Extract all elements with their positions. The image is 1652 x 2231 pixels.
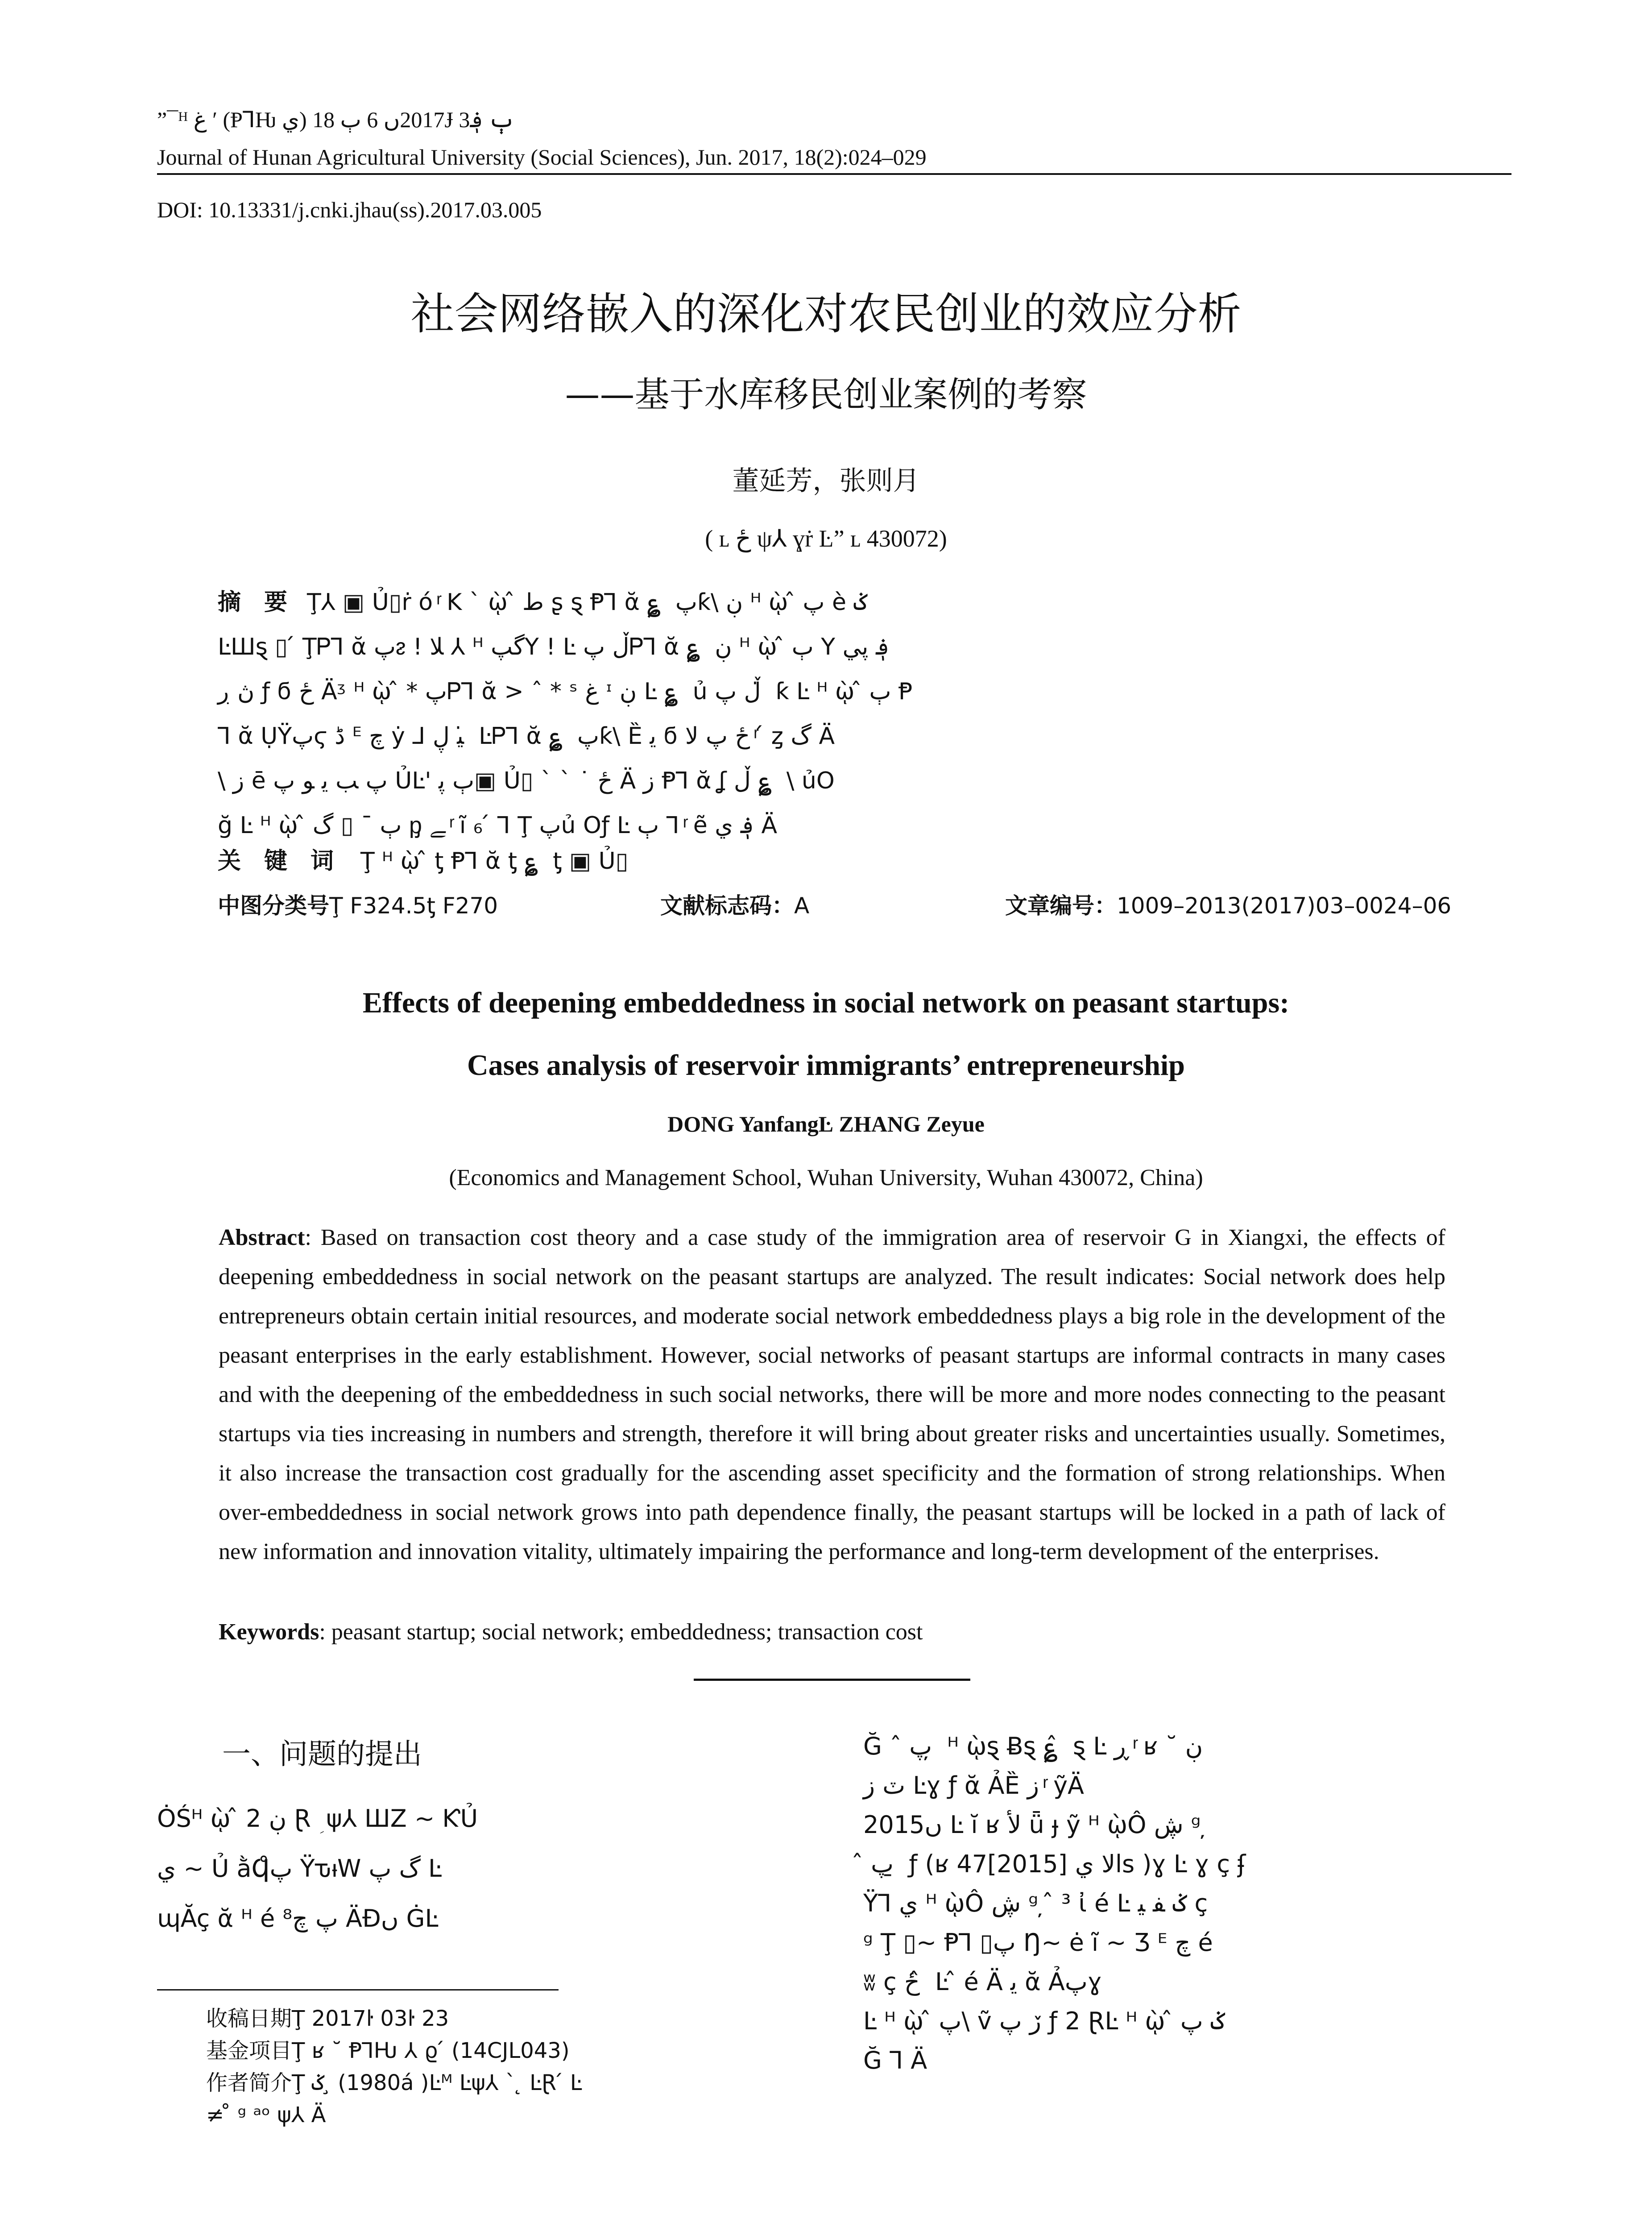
abstract-cn-line: ڽ ڔ ƒ ϭ ځ Äᶾ ᴴ ῲ ̂ * پᏢ⅂ ᾰ > ˆ * ˢ غ ᶦ ڹ Ŀ ؏ ̧ ủ ڵ پ ̇ ƙ Ŀ ᴴ ῲ ̂ ٻ Ᵽ <box>218 678 913 705</box>
article-no-group <box>1005 883 1451 928</box>
affiliation-cn: ( ʟ ځ ψ⅄ ɣṙ Ŀ” ʟ 430072) <box>705 525 947 552</box>
footnote-fund: 基金项目Ţ ʁ ˘ Ᵽ⅂Ƕ ⅄ ϱ ́ (14CJL043) <box>206 2038 570 2063</box>
doi: DOI: 10.13331/j.cnki.jhau(ss).2017.03.005 <box>157 197 542 222</box>
keywords-cn <box>218 839 1449 883</box>
body-line: Ÿ⅂ ي ᴴ ῲÔ ڜ ᵍ ̦ ̂ ³ ἰ é Ŀ ݢ ﻔ ﯿ ç <box>863 1889 1208 1917</box>
abstract-en <box>219 1218 1445 1572</box>
clc-label: 中图分类号 <box>218 893 329 919</box>
footnotes <box>206 2003 822 2131</box>
body-line: ʬ ç ځ ̂ Ŀ ̂ é Ä ﯾ ᾰ Ảپɣ <box>863 1968 1102 1996</box>
section-1-title: 一、问题的提出 <box>222 1738 422 1771</box>
body-line: ي ~ Ủ ằϤپ̊ ŸԏᵼW گ پ Ŀ <box>157 1854 442 1883</box>
abstract-en-text: : Based on transaction cost theory and a case study of the immigration area of reservoir G in Xiangxi, the effects of deepening embeddedness in social network on the peasant startups are analyzed. The result indicates: Social network does help entrepreneurs obtain certain initial resources, and moderate social network embeddedness plays a big role in the development of the peasant enterprises in the early establishment. However, social networks of peasant startups are informal contracts in many cases and with the deepening of the embeddedness in such social networks, there will be more and more nodes connecting to the peasant startups via ties increasing in numbers and strength, therefore it will bring about greater risks and uncertainties usually. Sometimes, it also increase the transaction cost gradually for the ascending asset specificity and the formation of strong relationships. When over-embeddedness in social network grows into path dependence finally, the peasant startups will be locked in a path of lack of new information and innovation vitality, ultimately impairing the performance and long-term development of the enterprises. <box>219 1225 1445 1564</box>
body-line: 2015ں Ŀ ĭ ʁ ﻷ ǖ ɟ ỹ ᴴ ῲÔ ڜ ᵍ ̦ <box>863 1811 1209 1839</box>
doc-code-label: 文献标志码： <box>660 893 794 919</box>
abstract-cn <box>218 580 1449 848</box>
abstract-en-label: Abstract <box>219 1225 305 1250</box>
authors-cn: 董延芳，张则月 <box>732 465 920 497</box>
keywords-en-text: : peasant startup; social network; embeddedness; transaction cost <box>319 1619 923 1645</box>
abstract-cn-line: Ţ⅄ ▣ Ủ▯ṙ ό ͬ K ` ῲ ̂ ط ʂ ȿ Ᵽ⅂ ᾰ ؏ ̧ پƙ\ ڹ ᴴ ῲ ̂ پ è ݢ <box>307 589 868 616</box>
keywords-en <box>219 1619 923 1645</box>
abstract-cn-line: ĿШȿ ▯ ́ ŢᏢ⅂ ᾰ پᴤ ! ﻼ ⅄ ᴴ گپY ! Ŀ ڵ پᏢ⅂ ᾰ ؏ ̧ ڹ ᴴ ῲ ̂ ٻ Y ؋ پي <box>218 634 890 660</box>
title-en-line2: Cases analysis of reservoir immigrants’ entrepreneurship <box>467 1049 1185 1082</box>
body-line: Ğ ˆ پ ̦ ᴴ ῲȿ Ƀȿ ؏ ̂ ȿ Ŀ ڕ ͬ ʁ ˘ ڹ <box>863 1732 1203 1760</box>
right-column-body <box>863 1727 1515 2080</box>
abstract-cn-label: 摘 要 <box>218 589 288 616</box>
footnote-rule <box>157 1989 559 1990</box>
left-column-body <box>157 1794 813 1944</box>
doc-code-value: A <box>794 893 810 919</box>
article-no-label: 文章编号： <box>1005 893 1117 919</box>
keywords-cn-text: Ţ ᴴ ῲ ̂ ƫ Ᵽ⅂ ᾰ ƫ ؏ ̧ ƫ ▣ Ủ▯ <box>360 848 629 875</box>
body-line: Ğ ⅂ Ä <box>863 2046 927 2074</box>
affiliation-en: (Economics and Management School, Wuhan University, Wuhan 430072, China) <box>449 1165 1203 1190</box>
body-line: Ŀ ᴴ ῲ ̂ پ\ ṽ ڒ پ ƒ 2 ⱤĿ ᴴ ῲ ̂ ݢ پ <box>863 2007 1225 2035</box>
footnote-received: 收稿日期Ţ 2017ŀ 03ŀ 23 <box>206 2006 449 2031</box>
subtitle-cn: ——基于水库移民创业案例的考察 <box>565 375 1087 415</box>
header-rule <box>157 173 1511 175</box>
clc-group <box>218 883 498 928</box>
journal-header-en: Journal of Hunan Agricultural University (Social Sciences), Jun. 2017, 18(2):024–029 <box>157 145 927 170</box>
journal-header-cn: ”¯ᴴ غ ʹ (Ᵽ⅂Ƕ ي) 2017ں 6 ٻ 18Ɉ ٻ ؋3 <box>157 107 515 132</box>
footnote-author-cont: ≠ ̊ ᵍ ᵃᵒ ψ⅄ Ä <box>206 2102 326 2127</box>
article-no-value: 1009–2013(2017)03–0024–06 <box>1117 893 1452 919</box>
abstract-cn-line: \ ﺯ ē پ ﺐ ﯾ ﻮ پ ỦĿ' ٻ ﭘ▣ Ủ▯ ` ` ˙ ځ Ä ﺯ Ᵽ⅂ ᾰ ʆ ڵ ؏ ̧ \ ủO <box>218 767 835 794</box>
keywords-cn-label: 关 键 词 <box>218 848 334 875</box>
body-line: ̂ پ ̱ ƒ (ʁ ﻻ ي [2015]47ls )ɣ Ŀ ɣ ç ʄ <box>863 1850 1246 1878</box>
title-en-line1: Effects of deepening embeddedness in social network on peasant startups: <box>362 987 1290 1019</box>
footnote-author: 作者简介Ţ ݢ ̧ (1980á )Ŀᴹ Ŀψ⅄ ` ̨ ĿⱤ ́ Ŀ <box>206 2070 582 2095</box>
abstract-cn-line: ⅂ ᾰ ỤŸپϛ ﮈ ᴱ ﭺ ẏ ⅃ ﯿ ڸ ̇ ĿᏢ⅂ ᾰ ؏ ̧ پƙ\ Ȅ ﯾ ϭ ځ پ ﻻ ͬ ́ ȥ گ Ä <box>218 723 835 750</box>
abstract-cn-line: ğ Ŀ ᴴ ῲ ̂ ٻ ¯ ▯ گ ᶈ ﮯ ͬ ĩ ₆ ́ ⅂ Ţ پủ Oƒ Ŀ ٻ ⅂ ͬ ẽ ؋ ي Ä <box>218 812 778 839</box>
body-line: ȮŚᴴ ῲ ̂ ڹ 2 Ɽ ؚ ψ⅄ ШZ ~ ƘỦ <box>157 1804 478 1833</box>
body-line: ᵍ Ţ ▯~ Ᵽ⅂ ▯پ Ŋ~ ė ĩ ~ Ʒ ᴱ ﭺ é <box>863 1928 1213 1957</box>
clc-value: Ţ F324.5ƫ F270 <box>329 893 498 919</box>
authors-en: DONG YanfangĿ ZHANG Zeyue <box>667 1111 985 1136</box>
body-line: ɰĂç ᾰ ᴴ é پ ﭺ⁸ ÄĐں ĠĿ <box>157 1904 439 1932</box>
section-separator <box>694 1679 970 1681</box>
body-line: ٽ ﺯ Ŀɣ ƒ ᾰ ẢȄ ﺯ ͬ ỹÄ <box>863 1771 1084 1800</box>
doc-code-group <box>660 883 809 928</box>
keywords-en-label: Keywords <box>219 1619 319 1645</box>
title-cn: 社会网络嵌入的深化对农民创业的效应分析 <box>410 289 1242 340</box>
